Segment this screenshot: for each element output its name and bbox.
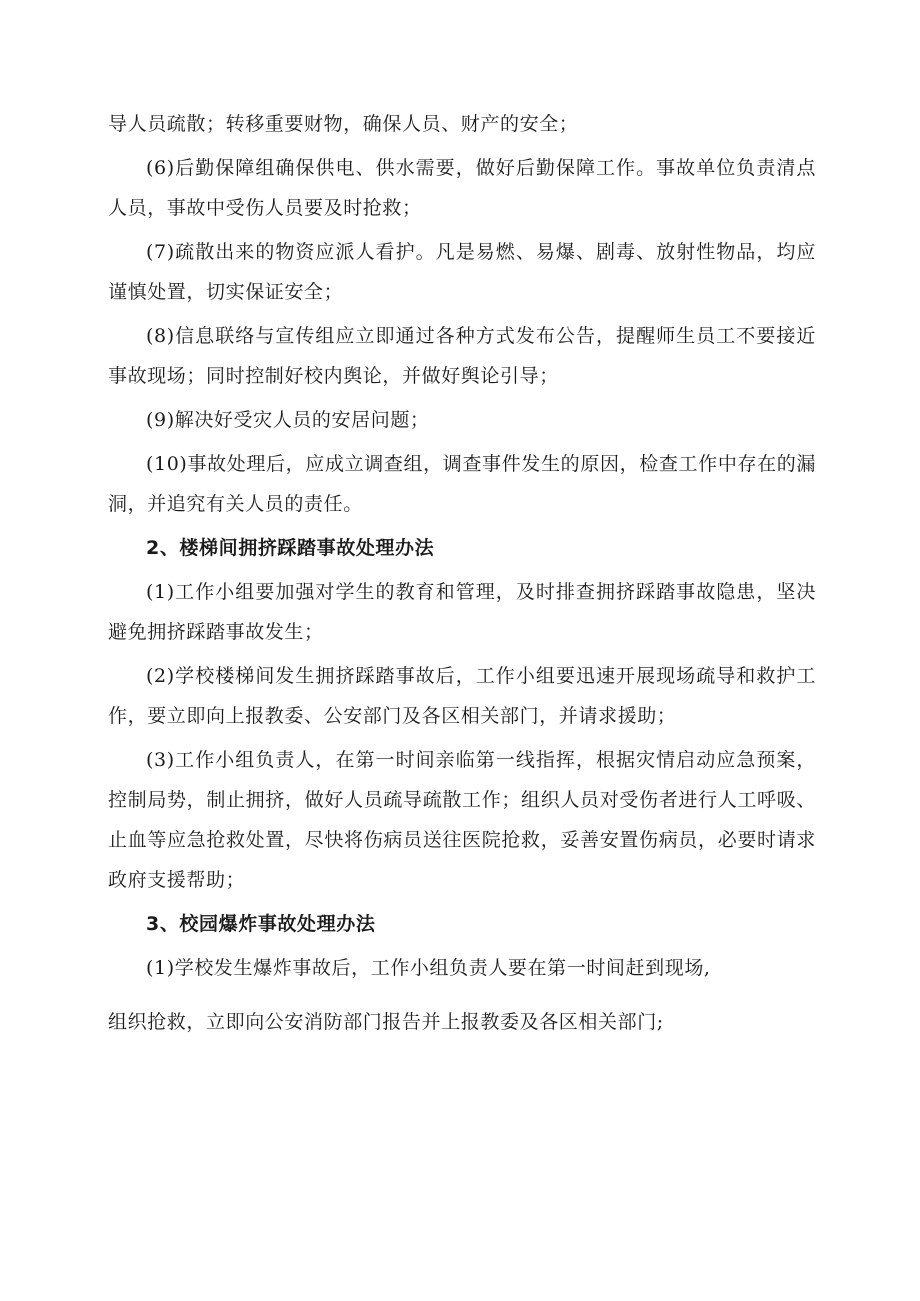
section-heading-stairwell: 2、楼梯间拥挤踩踏事故处理办法 <box>146 537 435 559</box>
paragraph-explosion-1-continued: 组织抢救，立即向公安消防部门报告并上报教委及各区相关部门; <box>108 1011 664 1033</box>
paragraph-item-10: (10)事故处理后，应成立调查组，调查事件发生的原因，检查工作中存在的漏洞，并追究有关人员的责任。 <box>108 453 816 515</box>
paragraph-item-6: (6)后勤保障组确保供电、供水需要，做好后勤保障工作。事故单位负责清点人员，事故中受伤人员要及时抢救； <box>108 157 816 219</box>
paragraph-continuation: 导人员疏散；转移重要财物，确保人员、财产的安全； <box>108 113 579 135</box>
paragraph-stairwell-1: (1)工作小组要加强对学生的教育和管理，及时排查拥挤踩踏事故隐患，坚决避免拥挤踩踏事故发生； <box>108 581 816 643</box>
paragraph-item-7: (7)疏散出来的物资应派人看护。凡是易燃、易爆、剧毒、放射性物品，均应谨慎处置，切实保证安全； <box>108 241 816 303</box>
paragraph-stairwell-2: (2)学校楼梯间发生拥挤踩踏事故后，工作小组要迅速开展现场疏导和救护工作，要立即向上报教委、公安部门及各区相关部门，并请求援助； <box>108 665 816 727</box>
paragraph-item-9: (9)解决好受灾人员的安居问题； <box>146 409 430 431</box>
paragraph-explosion-1: (1)学校发生爆炸事故后，工作小组负责人要在第一时间赶到现场, <box>146 957 711 979</box>
paragraph-item-8: (8)信息联络与宣传组应立即通过各种方式发布公告，提醒师生员工不要接近事故现场；同时控制好校内舆论，并做好舆论引导； <box>108 325 816 387</box>
paragraph-stairwell-3: (3)工作小组负责人，在第一时间亲临第一线指挥，根据灾情启动应急预案，控制局势，制止拥挤，做好人员疏导疏散工作；组织人员对受伤者进行人工呼吸、止血等应急抢救处置，尽快将伤病员送往医院抢救，妥善安置伤病员，必要时请求政府支援帮助； <box>108 749 816 891</box>
section-heading-explosion: 3、校园爆炸事故处理办法 <box>146 913 376 935</box>
document-body <box>108 104 816 1042</box>
